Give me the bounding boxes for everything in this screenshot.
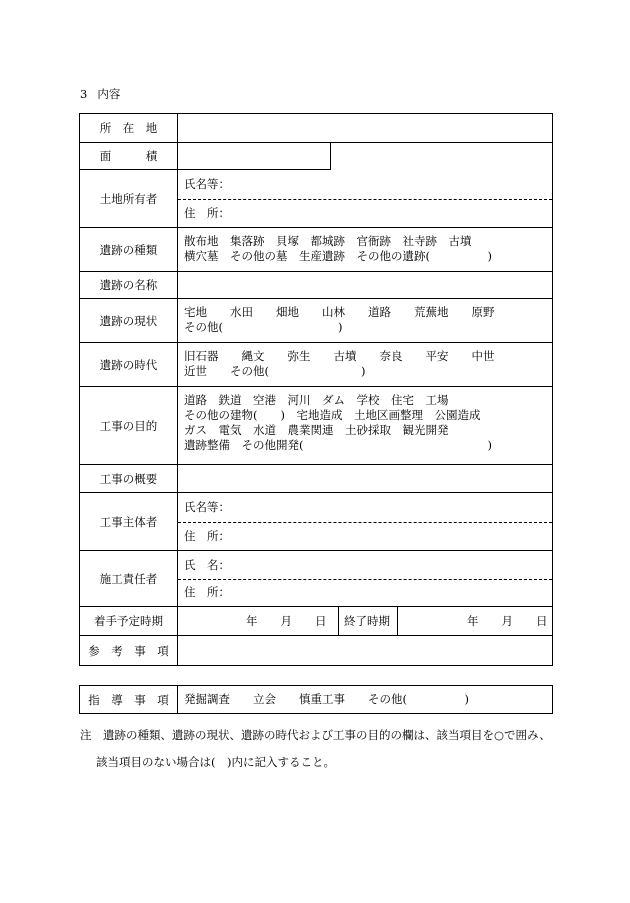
site-era-options[interactable]: 旧石器 縄文 弥生 古墳 奈良 平安 中世 近世 その他( ) [184, 349, 495, 378]
label-owner: 土地所有者 [80, 170, 178, 227]
section-title: 内容 [97, 87, 121, 101]
label-end: 終了時期 [344, 614, 390, 628]
row-site-name [80, 272, 552, 299]
label-site-name: 遺跡の名称 [80, 272, 178, 298]
start-date-field[interactable]: 年 月 日 [246, 614, 327, 628]
label-outline: 工事の概要 [80, 465, 178, 492]
row-area [80, 143, 552, 170]
contractor-name-field[interactable] [178, 551, 552, 580]
row-schedule [80, 607, 552, 636]
site-status-options[interactable]: 宅地 水田 畑地 山林 道路 荒蕪地 原野 その他( ) [184, 305, 495, 334]
owner-fields [178, 170, 552, 227]
client-address-label: 住 所： [184, 528, 230, 543]
client-address-field[interactable] [178, 522, 552, 551]
label-client: 工事主体者 [80, 493, 178, 550]
row-remarks [80, 636, 552, 665]
client-fields [178, 493, 552, 550]
contractor-fields [178, 551, 552, 606]
label-contractor: 施工責任者 [80, 551, 178, 606]
label-area: 面 積 [80, 143, 178, 170]
remarks-field[interactable] [178, 636, 552, 665]
purpose-options[interactable]: 道路 鉄道 空港 河川 ダム 学校 住宅 工場 その他の建物( ) 宅地造成 土地区画整理 公園造成 ガス 電気 水道 農業関連 土砂採取 観光開発 遺跡整備 その他開発( ) [184, 393, 492, 452]
row-client [80, 493, 552, 551]
owner-address-label: 住 所： [184, 205, 230, 220]
guidance-box [79, 685, 553, 714]
owner-name-label: 氏名等： [184, 177, 230, 192]
note-line-1: 注 遺跡の種類、遺跡の現状、遺跡の時代および工事の目的の欄は、該当項目を○で囲み、 [80, 728, 551, 742]
outline-field[interactable] [178, 465, 552, 492]
row-contractor [80, 551, 552, 607]
owner-name-field[interactable] [178, 170, 552, 200]
client-name-field[interactable] [178, 493, 552, 523]
end-date-field[interactable]: 年 月 日 [467, 614, 548, 628]
guidance-options[interactable]: 発掘調査 立会 慎重工事 その他( ) [184, 692, 469, 706]
site-type-options[interactable]: 散布地 集落跡 貝塚 都城跡 官衙跡 社寺跡 古墳 横穴墓 その他の墓 生産遺跡 その他の遺跡( ) [184, 234, 492, 263]
area-value-region [178, 143, 552, 170]
divider [338, 607, 339, 635]
row-outline [80, 465, 552, 493]
row-location [80, 114, 552, 143]
label-site-era: 遺跡の時代 [80, 343, 178, 386]
owner-address-field[interactable] [178, 199, 552, 228]
label-start: 着手予定時期 [80, 607, 178, 635]
section-heading [80, 86, 130, 102]
row-owner [80, 170, 552, 228]
row-site-type [80, 228, 552, 272]
contractor-address-label: 住 所： [184, 585, 230, 600]
label-site-type: 遺跡の種類 [80, 228, 178, 271]
site-name-field[interactable] [178, 272, 552, 298]
client-name-label: 氏名等： [184, 500, 230, 515]
location-field[interactable] [178, 114, 552, 142]
note-line-2: 該当項目のない場合は( )内に記入すること。 [96, 755, 335, 769]
label-site-status: 遺跡の現状 [80, 299, 178, 342]
label-guidance: 指 導 事 項 [80, 686, 178, 713]
row-site-era [80, 343, 552, 387]
divider [397, 607, 398, 635]
content-form [79, 113, 553, 666]
row-site-status [80, 299, 552, 343]
area-field[interactable] [178, 143, 331, 170]
contractor-address-field[interactable] [178, 579, 552, 607]
label-location: 所 在 地 [80, 114, 178, 142]
row-purpose [80, 387, 552, 465]
label-remarks: 参 考 事 項 [80, 636, 178, 665]
label-purpose: 工事の目的 [80, 387, 178, 464]
section-number: 3 [80, 87, 88, 101]
contractor-name-label: 氏 名： [184, 557, 230, 572]
